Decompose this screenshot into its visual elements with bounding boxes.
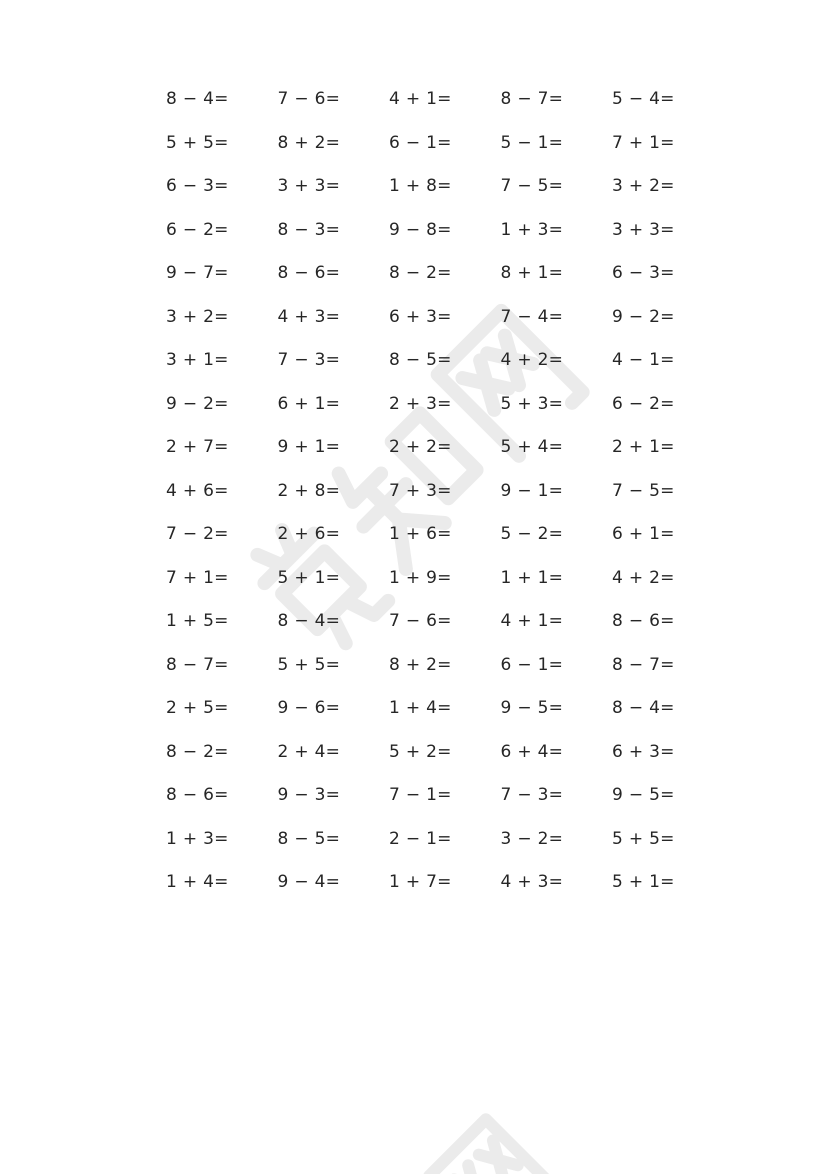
math-problem: 3 + 3=: [277, 176, 341, 196]
math-problem: 7 − 4=: [500, 306, 564, 327]
math-problem: 3 + 3=: [612, 219, 675, 240]
math-problem: 8 + 2=: [389, 654, 452, 675]
math-problem: 7 − 5=: [612, 480, 675, 501]
math-problem: 8 − 6=: [277, 263, 341, 283]
math-problem: 8 − 5=: [277, 828, 341, 849]
math-problem: 8 − 7=: [166, 654, 229, 675]
math-problem: 6 − 2=: [612, 393, 675, 414]
math-problem: 4 − 1=: [612, 350, 675, 370]
math-problem: 1 + 1=: [500, 567, 564, 588]
math-problem: 4 + 3=: [277, 306, 341, 327]
math-problem: 5 + 4=: [500, 437, 564, 457]
math-problem: 1 + 8=: [389, 176, 452, 196]
math-problem: 8 − 4=: [166, 89, 229, 109]
math-problem: 2 + 2=: [389, 437, 452, 457]
math-problem: 6 + 3=: [612, 741, 675, 762]
math-problem: 5 − 4=: [612, 89, 675, 109]
math-problem: 8 + 1=: [500, 263, 564, 283]
math-problem: 2 + 7=: [166, 437, 229, 457]
math-problem: 6 + 3=: [389, 306, 452, 327]
math-problem: 9 − 6=: [277, 698, 341, 718]
math-problem: 7 − 6=: [389, 611, 452, 631]
math-problem: 7 + 3=: [389, 480, 452, 501]
math-problem: 6 + 1=: [277, 393, 341, 414]
math-problem: 6 − 1=: [389, 132, 452, 153]
math-problem: 1 + 7=: [389, 872, 452, 892]
math-problem: 2 + 4=: [277, 741, 341, 762]
math-problem: 4 + 2=: [500, 350, 564, 370]
math-problem: 8 − 6=: [166, 785, 229, 805]
math-problem: 8 − 6=: [612, 611, 675, 631]
problem-grid: [166, 88, 726, 915]
math-problem: 3 + 1=: [166, 350, 229, 370]
math-problem: 5 + 1=: [612, 872, 675, 892]
math-problem: 4 + 1=: [389, 89, 452, 109]
math-problem: 8 − 2=: [389, 263, 452, 283]
math-problem: 2 − 1=: [389, 828, 452, 849]
math-problem: 7 − 3=: [500, 785, 564, 805]
math-problem: 9 − 2=: [612, 306, 675, 327]
math-problem: 5 + 3=: [500, 393, 564, 414]
math-problem: 6 − 1=: [500, 654, 564, 675]
math-problem: 8 − 2=: [166, 741, 229, 762]
math-problem: 6 − 3=: [166, 176, 229, 196]
math-problem: 8 − 7=: [500, 89, 564, 109]
math-problem: 1 + 4=: [166, 872, 229, 892]
math-problem: 9 − 4=: [277, 872, 341, 892]
math-problem: 1 + 9=: [389, 567, 452, 588]
math-problem: 7 − 3=: [277, 350, 341, 370]
math-problem: 7 − 5=: [500, 176, 564, 196]
watermark-logo-bottom: [380, 1080, 620, 1174]
math-problem: 5 + 5=: [277, 654, 341, 675]
math-problem: 2 + 5=: [166, 698, 229, 718]
math-problem: 5 − 1=: [500, 132, 564, 153]
math-problem: 4 + 6=: [166, 480, 229, 501]
math-problem: 8 − 4=: [277, 611, 341, 631]
math-problem: 6 − 2=: [166, 219, 229, 240]
math-problem: 8 − 7=: [612, 654, 675, 675]
math-problem: 9 − 3=: [277, 785, 341, 805]
math-problem: 5 + 5=: [166, 132, 229, 153]
math-problem: 4 + 2=: [612, 567, 675, 588]
math-problem: 5 + 2=: [389, 741, 452, 762]
math-problem: 5 + 5=: [612, 828, 675, 849]
math-problem: 2 + 6=: [277, 524, 341, 544]
math-problem: 5 + 1=: [277, 567, 341, 588]
math-problem: 9 − 5=: [500, 698, 564, 718]
math-problem: 8 − 4=: [612, 698, 675, 718]
math-problem: 9 − 5=: [612, 785, 675, 805]
math-problem: 1 + 5=: [166, 611, 229, 631]
math-problem: 9 − 7=: [166, 263, 229, 283]
math-problem: 8 + 2=: [277, 132, 341, 153]
math-problem: 6 − 3=: [612, 263, 675, 283]
math-problem: 9 − 2=: [166, 393, 229, 414]
math-problem: 1 + 3=: [500, 219, 564, 240]
math-problem: 9 − 1=: [500, 480, 564, 501]
math-problem: 9 − 8=: [389, 219, 452, 240]
math-problem: 9 + 1=: [277, 437, 341, 457]
math-problem: 1 + 3=: [166, 828, 229, 849]
math-problem: 7 − 2=: [166, 524, 229, 544]
math-problem: 1 + 6=: [389, 524, 452, 544]
math-problem: 6 + 1=: [612, 524, 675, 544]
math-problem: 4 + 1=: [500, 611, 564, 631]
math-problem: 4 + 3=: [500, 872, 564, 892]
math-problem: 5 − 2=: [500, 524, 564, 544]
math-problem: 7 + 1=: [612, 132, 675, 153]
math-problem: 3 + 2=: [166, 306, 229, 327]
math-problem: 6 + 4=: [500, 741, 564, 762]
math-problem: 7 − 6=: [277, 89, 341, 109]
math-problem: 7 + 1=: [166, 567, 229, 588]
math-problem: 2 + 8=: [277, 480, 341, 501]
math-problem: 8 − 5=: [389, 350, 452, 370]
math-problem: 3 + 2=: [612, 176, 675, 196]
math-problem: 2 + 3=: [389, 393, 452, 414]
math-problem: 2 + 1=: [612, 437, 675, 457]
math-problem: 1 + 4=: [389, 698, 452, 718]
math-problem: 7 − 1=: [389, 785, 452, 805]
math-problem: 3 − 2=: [500, 828, 564, 849]
math-problem: 8 − 3=: [277, 219, 341, 240]
